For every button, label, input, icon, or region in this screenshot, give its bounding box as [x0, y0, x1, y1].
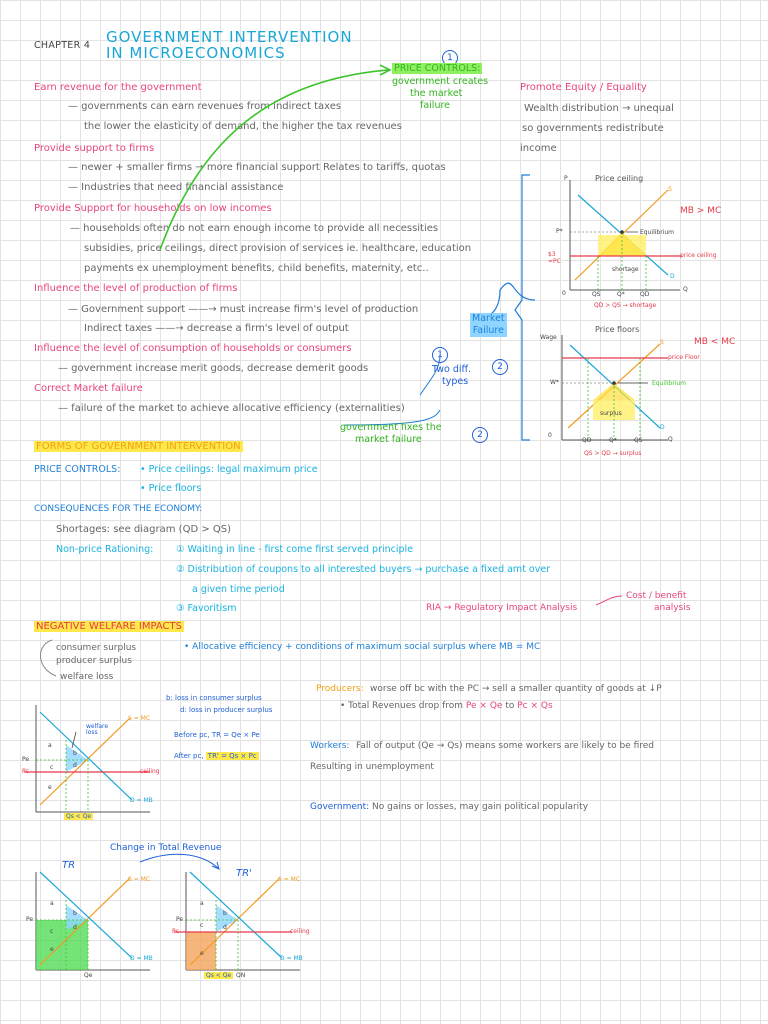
welfare-item: producer surplus [56, 656, 132, 666]
equity-line: Wealth distribution → unequal [524, 103, 674, 114]
surplus-note: QS > QD → surplus [584, 450, 642, 457]
market-failure-label: Market Failure [472, 313, 505, 336]
callout-line: failure [420, 100, 451, 111]
reason-heading: Provide support to firms [34, 143, 155, 154]
reason-point: the lower the elasticity of demand, the higher the tax revenues [84, 121, 402, 132]
ceiling-label: price ceiling [680, 252, 717, 259]
ceiling-def: • Price ceilings: legal maximum price [140, 464, 318, 475]
reason-point: subsidies, price ceilings, direct provision of services ie. healthcare, education [84, 243, 472, 254]
welfare-item: consumer surplus [56, 643, 137, 653]
pe-label: Pe [22, 756, 30, 763]
number-badge: 1 [432, 342, 448, 363]
pc-label: Pc [172, 928, 179, 935]
axis-label: P [564, 175, 568, 182]
government-heading: Government: [310, 802, 370, 812]
demand-label: D = MB [130, 797, 153, 804]
price-controls-callout: PRICE CONTROLS: [394, 63, 481, 74]
floor-title: Price floors [595, 325, 640, 334]
shortage-label: shortage [612, 266, 639, 273]
area-e: e [50, 946, 54, 953]
ria-label: RIA → Regulatory Impact Analysis [426, 603, 578, 613]
producers-text: worse off bc with the PC → sell a smaller quantity of goods at ↓P [370, 684, 662, 694]
area-c: c [200, 922, 204, 929]
reason-heading: Provide Support for households on low incomes [34, 203, 272, 214]
reason-point: — newer + smaller firms → more financial support Relates to tariffs, quotas [68, 162, 446, 173]
pe-label: Pe [26, 916, 34, 923]
axis-label: Wage [540, 334, 557, 341]
shortage-note: QD > QS → shortage [594, 302, 657, 309]
reason-heading: Earn revenue for the government [34, 82, 202, 93]
rationing-item: ③ Favoritism [176, 603, 237, 614]
floor-label: price Floor [668, 354, 700, 361]
cost-benefit-label: analysis [654, 603, 691, 613]
reason-point: — government increase merit goods, decrease demerit goods [58, 363, 369, 374]
reason-point: Indirect taxes ——→ decrease a firm's level of output [84, 323, 349, 334]
welfare-heading: NEGATIVE WELFARE IMPACTS [36, 621, 182, 632]
reason-point: — governments can earn revenues from indirect taxes [68, 101, 342, 112]
demand-label: D = MB [280, 955, 303, 962]
qe-label: Qe [84, 972, 93, 979]
area-a: a [200, 900, 204, 907]
area-c: c [50, 928, 54, 935]
origin-label: 0 [548, 432, 552, 439]
supply-label: S = MC [278, 876, 301, 883]
equity-line: so governments redistribute [522, 123, 664, 134]
gov-fixes-callout: government fixes the [340, 422, 442, 433]
reason-point: payments ex unemployment benefits, child benefits, maternity, etc.. [84, 263, 429, 274]
pstar-label: P* [556, 228, 563, 235]
ceiling-label: ceiling [290, 928, 310, 935]
area-e: e [200, 950, 204, 957]
tr-prime-label: TR' [236, 868, 252, 879]
qs-qe-label: Qs < Qe [66, 813, 92, 820]
forms-heading: FORMS OF GOVERNMENT INTERVENTION [36, 441, 241, 452]
mb-mc-label: MB < MC [694, 337, 736, 347]
area-e: e [48, 784, 52, 791]
origin-label: 0 [562, 290, 566, 297]
two-types-label: Two diff. types [432, 364, 472, 387]
number-badge: 2 [472, 422, 488, 443]
workers-text: Fall of output (Qe → Qs) means some workers are likely to be fired [356, 741, 654, 751]
reason-heading: Correct Market failure [34, 383, 143, 394]
area-d: d [73, 762, 77, 769]
producers-heading: Producers: [316, 684, 364, 694]
area-b: b [73, 910, 77, 917]
area-a: a [50, 900, 54, 907]
cost-benefit-label: Cost / benefit [626, 591, 687, 601]
equilibrium-label: Equilibrium [652, 380, 686, 387]
reason-point: — failure of the market to achieve allocative efficiency (externalities) [58, 403, 405, 414]
price-controls-label: PRICE CONTROLS: [34, 464, 121, 475]
rationing-item: ② Distribution of coupons to all interested buyers → purchase a fixed amt over [176, 564, 551, 575]
mb-mc-label: MB > MC [680, 206, 722, 216]
area-d: d [223, 924, 227, 931]
callout-line: the market [410, 88, 463, 99]
qd-label: QD [640, 291, 650, 298]
area-a: a [48, 742, 52, 749]
demand-label: D = MB [130, 955, 153, 962]
pe-label: Pe [176, 916, 184, 923]
equilibrium-label: Equilibrium [640, 229, 674, 236]
qs-label: QS [634, 437, 643, 444]
b-loss-note: b: loss in consumer surplus [166, 694, 262, 702]
gov-fixes-callout: market failure [355, 434, 422, 445]
surplus-label: surplus [600, 410, 622, 417]
number-badge: 1 [442, 45, 458, 66]
consequences-heading: CONSEQUENCES FOR THE ECONOMY: [34, 504, 203, 514]
ceiling-title: Price ceiling [595, 174, 644, 183]
reason-point: — Industries that need financial assistance [68, 182, 284, 193]
supply-label: S = MC [128, 876, 151, 883]
ceiling-label: ceiling [140, 768, 160, 775]
qs-label: QS [592, 291, 601, 298]
producers-text: • Total Revenues drop from Pe × Qe to Pc × Qs [340, 701, 553, 711]
demand-label: D [660, 424, 665, 431]
callout-line: government creates [392, 76, 489, 87]
workers-text: Resulting in unemployment [310, 762, 434, 772]
reason-point: — households often do not earn enough income to provide all necessities [70, 223, 439, 234]
supply-label: S = MC [128, 715, 151, 722]
before-tr: Before pc, TR = Qe × Pe [174, 731, 260, 739]
qstar-label: Q* [617, 291, 625, 298]
wstar-label: W* [550, 379, 559, 386]
floor-def: • Price floors [140, 483, 202, 494]
axis-label: Q [683, 286, 688, 293]
pc-label: $3 =PC [548, 251, 561, 265]
area-b: b [223, 910, 227, 917]
reason-heading: Influence the level of production of firms [34, 283, 238, 294]
reason-point: — Government support ——→ must increase firm's level of production [68, 304, 419, 315]
area-c: c [50, 764, 54, 771]
qstar-label: Q* [609, 437, 617, 444]
rationing-item: ① Waiting in line - first come first served principle [176, 544, 414, 555]
qd-label: QD [582, 437, 592, 444]
after-tr: After pc, TR' = Qs × Pc [174, 752, 257, 760]
area-b: b [73, 750, 77, 757]
nonprice-label: Non-price Rationing: [56, 544, 154, 555]
demand-label: D [670, 273, 675, 280]
equity-line: income [520, 143, 557, 154]
q-label: Q [668, 436, 673, 443]
qn-label: QN [236, 972, 246, 979]
government-text: No gains or losses, may gain political popularity [372, 802, 589, 812]
workers-heading: Workers: [310, 741, 350, 751]
shortages-line: Shortages: see diagram (QD > QS) [56, 524, 232, 535]
welfare-item: welfare loss [60, 672, 114, 682]
allocative-efficiency: • Allocative efficiency + conditions of maximum social surplus where MB = MC [184, 642, 541, 652]
area-d: d [73, 924, 77, 931]
page-title: GOVERNMENT INTERVENTION [106, 28, 353, 46]
supply-label: S [660, 339, 664, 346]
d-loss-note: d: loss in producer surplus [180, 706, 273, 714]
page-subtitle: IN MICROECONOMICS [106, 44, 286, 62]
supply-label: S [668, 186, 672, 193]
welfare-loss-label: welfare loss [86, 723, 109, 736]
pc-label: Pc [22, 768, 29, 775]
rationing-item: a given time period [192, 584, 285, 595]
number-badge: 2 [492, 354, 508, 375]
reason-heading: Influence the level of consumption of households or consumers [34, 343, 352, 354]
tr-label: TR [62, 860, 76, 871]
tr-heading: Change in Total Revenue [110, 843, 222, 853]
equity-heading: Promote Equity / Equality [520, 82, 647, 93]
chapter-label: CHAPTER 4 [34, 40, 91, 51]
qs-qe-label: Qs < Qe [206, 972, 232, 979]
